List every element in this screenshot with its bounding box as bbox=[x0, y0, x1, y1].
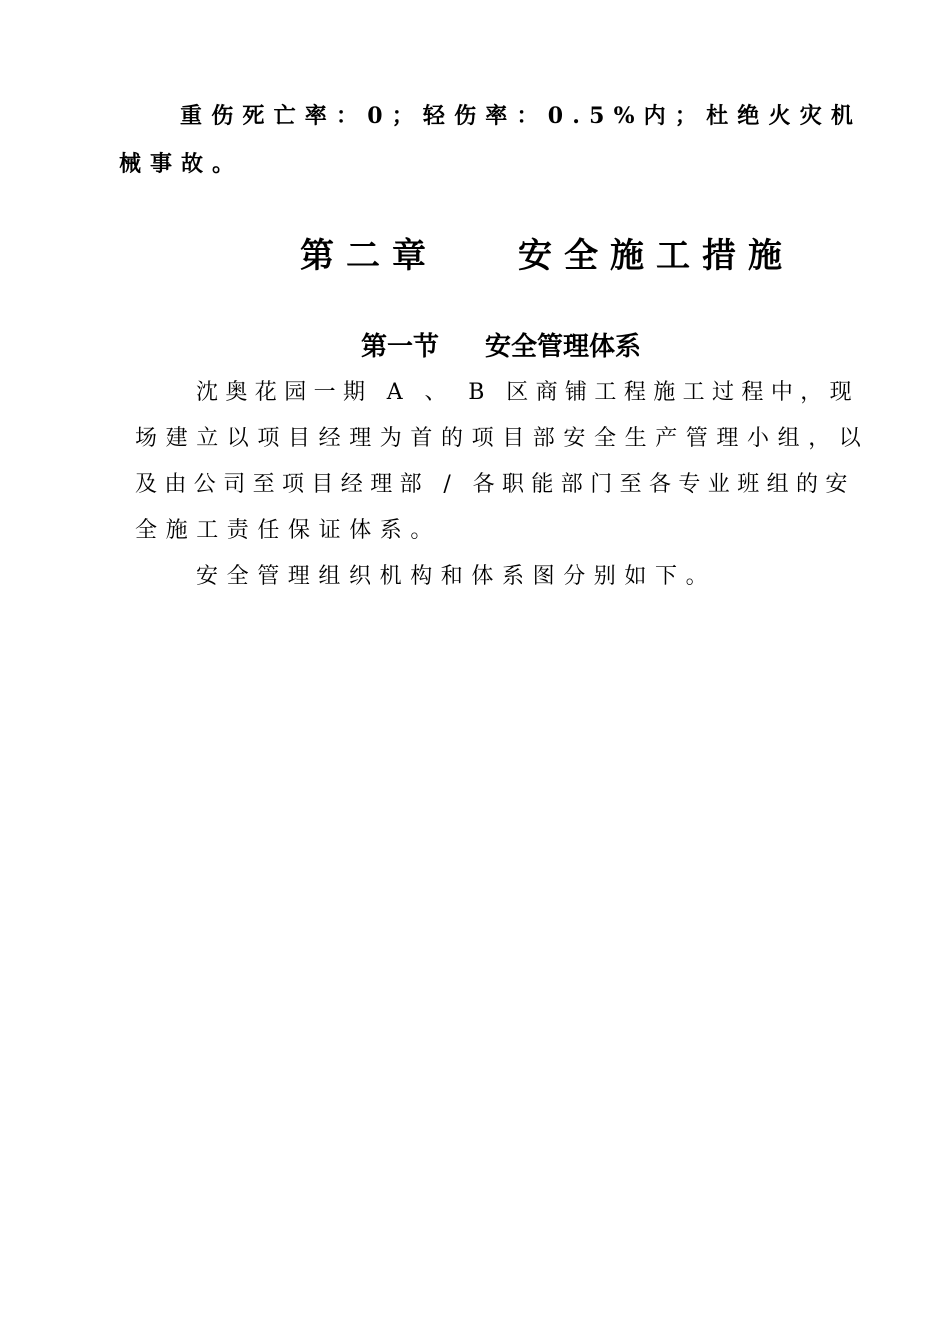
section-heading bbox=[361, 329, 641, 365]
intro-line-1 bbox=[180, 102, 870, 130]
paragraph-1-line-1 bbox=[196, 379, 859, 407]
paragraph-1-text-4: 全施工责任保证体系。 bbox=[135, 518, 442, 543]
paragraph-1-text-1: 沈奥花园一期 A 、 B 区商铺工程施工过程中，现 bbox=[196, 380, 860, 405]
paragraph-1-line-3 bbox=[135, 471, 855, 499]
paragraph-1-text-2: 场建立以项目经理为首的项目部安全生产管理小组，以 bbox=[135, 426, 870, 451]
section-number: 第一节 bbox=[361, 332, 440, 362]
intro-text-1: 重伤死亡率：0；轻伤率：0.5%内；杜绝火灾机 bbox=[180, 103, 863, 129]
section-title: 安全管理体系 bbox=[485, 332, 642, 362]
chapter-heading bbox=[300, 232, 794, 280]
paragraph-2-line-1 bbox=[196, 563, 716, 591]
paragraph-2-text-1: 安全管理组织机构和体系图分别如下。 bbox=[196, 564, 717, 589]
paragraph-1-line-4 bbox=[135, 517, 441, 545]
paragraph-1-text-3: 及由公司至项目经理部 / 各职能部门至各专业班组的安 bbox=[135, 472, 855, 497]
intro-line-2 bbox=[119, 150, 243, 178]
chapter-title: 安全施工措施 bbox=[518, 236, 794, 276]
chapter-number: 第二章 bbox=[300, 236, 438, 276]
paragraph-1-line-2 bbox=[135, 425, 869, 453]
intro-line-1-chars bbox=[180, 102, 870, 130]
intro-text-2: 械事故。 bbox=[119, 151, 244, 177]
